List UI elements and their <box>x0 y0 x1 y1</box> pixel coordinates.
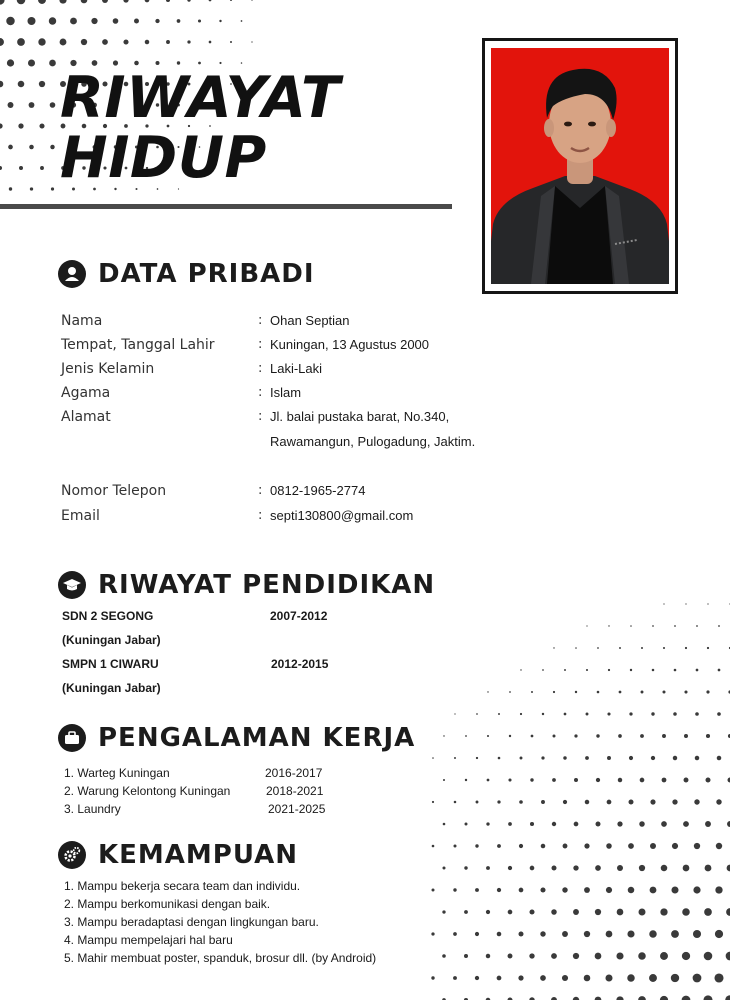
skill-item: 5. Mahir membuat poster, spanduk, brosur dll. (by Android) <box>64 951 377 965</box>
pattern-dot <box>671 886 678 893</box>
briefcase-icon <box>58 724 86 752</box>
pattern-dot <box>662 690 665 693</box>
pattern-dot <box>553 647 554 648</box>
pattern-dot <box>465 735 467 737</box>
pattern-dot <box>508 778 511 781</box>
photo-frame <box>482 38 678 294</box>
pattern-dot <box>553 735 556 738</box>
pattern-dot <box>585 800 590 805</box>
field-value-jenis-kelamin: Laki-Laki <box>270 361 323 376</box>
pattern-dot <box>618 778 622 782</box>
pattern-dot <box>641 647 643 649</box>
pattern-dot <box>597 647 599 649</box>
pattern-dot <box>660 908 667 915</box>
pattern-dot <box>640 734 644 738</box>
pattern-dot <box>453 932 457 936</box>
pattern-dot <box>453 888 456 891</box>
gears-icon <box>58 841 86 869</box>
pattern-dot <box>476 801 479 804</box>
pattern-dot <box>649 974 657 982</box>
pattern-dot <box>685 603 686 604</box>
pattern-dot <box>551 953 557 959</box>
skill-item: 2. Mampu berkomunikasi dengan baik. <box>64 897 271 911</box>
pattern-dot <box>552 866 557 871</box>
skill-item: 3. Mampu beradaptasi dengan lingkungan baru. <box>64 915 319 929</box>
pattern-dot <box>595 953 602 960</box>
education-years: 2012-2015 <box>271 657 329 671</box>
pattern-dot <box>617 865 623 871</box>
field-separator: : <box>258 385 263 400</box>
education-location: (Kuningan Jabar) <box>62 633 161 647</box>
pattern-dot <box>639 821 645 827</box>
field-value-alamat-line1: Jl. balai pustaka barat, No.340, <box>270 409 450 424</box>
pattern-dot <box>684 734 688 738</box>
pattern-dot <box>672 843 678 849</box>
pattern-dot <box>650 843 656 849</box>
pattern-dot <box>541 844 546 849</box>
pattern-dot <box>726 952 730 961</box>
page-title <box>60 65 341 191</box>
pattern-dot <box>497 976 502 981</box>
pattern-dot <box>597 691 600 694</box>
section-title: PENGALAMAN KERJA <box>98 723 416 753</box>
title-underline <box>0 204 452 209</box>
pattern-dot <box>693 974 702 983</box>
pattern-dot <box>640 778 645 783</box>
pattern-dot <box>487 779 490 782</box>
pattern-dot <box>454 801 457 804</box>
pattern-dot <box>607 712 610 715</box>
skill-item: 1. Mampu bekerja secara team dan individu. <box>64 879 301 893</box>
pattern-dot <box>432 889 435 892</box>
pattern-dot <box>508 954 513 959</box>
pattern-dot <box>531 735 534 738</box>
pattern-dot <box>486 866 490 870</box>
pattern-dot <box>464 954 468 958</box>
graduation-cap-icon <box>58 571 86 599</box>
pattern-dot <box>454 757 456 759</box>
pattern-dot <box>605 974 612 981</box>
pattern-dot <box>671 974 679 982</box>
pattern-dot <box>674 625 676 627</box>
pattern-dot <box>706 778 711 783</box>
pattern-dot <box>606 843 612 849</box>
pattern-dot <box>595 909 601 915</box>
pattern-dot <box>639 865 645 871</box>
pattern-dot <box>464 866 467 869</box>
pattern-dot <box>716 799 721 804</box>
pattern-dot <box>607 800 612 805</box>
pattern-dot <box>584 843 589 848</box>
field-separator: : <box>258 361 263 376</box>
pattern-dot <box>508 910 513 915</box>
pattern-dot <box>542 669 544 671</box>
pattern-dot <box>518 975 523 980</box>
pattern-dot <box>650 799 655 804</box>
pattern-dot <box>542 713 544 715</box>
pattern-dot <box>704 908 712 916</box>
pattern-dot <box>650 887 657 894</box>
pattern-dot <box>432 801 434 803</box>
pattern-dot <box>696 625 698 627</box>
pattern-dot <box>530 822 534 826</box>
pattern-dot <box>529 909 534 914</box>
field-label-email: Email <box>61 508 100 524</box>
pattern-dot <box>540 931 545 936</box>
pattern-dot <box>584 931 590 937</box>
education-years: 2007-2012 <box>270 609 328 623</box>
pattern-dot <box>531 691 533 693</box>
pattern-dot <box>442 954 446 958</box>
field-value-email: septi130800@gmail.com <box>270 508 414 523</box>
pattern-dot <box>630 625 632 627</box>
pendidikan-heading <box>58 568 435 602</box>
pattern-dot <box>498 713 500 715</box>
field-separator: : <box>258 483 263 498</box>
pattern-dot <box>575 647 577 649</box>
section-title: KEMAMPUAN <box>98 840 299 870</box>
pattern-dot <box>607 756 611 760</box>
pattern-dot <box>540 887 545 892</box>
pattern-dot <box>562 931 568 937</box>
pattern-dot <box>596 734 599 737</box>
pattern-dot <box>475 844 478 847</box>
kemampuan-heading <box>58 838 298 872</box>
pattern-dot <box>685 647 687 649</box>
pattern-dot <box>564 713 567 716</box>
pattern-dot <box>573 865 578 870</box>
pattern-dot <box>694 843 700 849</box>
pattern-dot <box>519 800 523 804</box>
pattern-dot <box>703 995 712 1000</box>
work-item: 2. Warung Kelontong Kuningan <box>64 784 231 798</box>
pattern-dot <box>706 734 710 738</box>
pattern-dot <box>443 779 445 781</box>
title-line-2: HIDUP <box>60 125 267 191</box>
pattern-dot <box>662 778 667 783</box>
pattern-dot <box>718 669 721 672</box>
pattern-dot <box>694 799 699 804</box>
pattern-dot <box>717 756 722 761</box>
pattern-dot <box>453 844 456 847</box>
pattern-dot <box>706 690 709 693</box>
field-label-ttl: Tempat, Tanggal Lahir <box>61 337 215 353</box>
pattern-dot <box>639 909 646 916</box>
pattern-dot <box>519 844 523 848</box>
pattern-dot <box>693 930 701 938</box>
pattern-dot <box>465 823 468 826</box>
pattern-dot <box>498 757 501 760</box>
pattern-dot <box>716 843 722 849</box>
pattern-dot <box>520 669 521 670</box>
pattern-dot <box>575 691 577 693</box>
pattern-dot <box>497 844 501 848</box>
pattern-dot <box>652 625 654 627</box>
pattern-dot <box>705 865 712 872</box>
pattern-dot <box>684 690 687 693</box>
pattern-dot <box>705 821 711 827</box>
field-separator: : <box>258 409 263 424</box>
pattern-dot <box>586 625 587 626</box>
field-separator: : <box>258 313 263 328</box>
pattern-dot <box>651 756 655 760</box>
pattern-dot <box>618 734 622 738</box>
pattern-dot <box>627 930 634 937</box>
education-school: SMPN 1 CIWARU <box>62 657 159 671</box>
pattern-dot <box>661 865 668 872</box>
pattern-dot <box>638 996 646 1000</box>
field-label-nama: Nama <box>61 313 103 329</box>
pattern-dot <box>673 712 677 716</box>
title-line-1: RIWAYAT <box>60 65 341 131</box>
pattern-dot <box>695 712 699 716</box>
pattern-dot <box>660 996 668 1000</box>
pattern-dot <box>497 932 502 937</box>
pattern-dot <box>465 779 467 781</box>
work-item: 1. Warteg Kuningan <box>64 766 170 780</box>
field-value-agama: Islam <box>270 385 302 400</box>
pattern-dot <box>541 800 545 804</box>
pattern-dot <box>629 712 632 715</box>
pattern-dot <box>715 930 723 938</box>
pattern-dot <box>519 888 524 893</box>
pattern-dot <box>726 908 730 916</box>
pattern-dot <box>432 845 435 848</box>
pattern-dot <box>431 932 434 935</box>
pattern-dot <box>497 800 500 803</box>
pattern-dot <box>628 887 635 894</box>
pattern-dot <box>693 886 700 893</box>
pattern-dot <box>707 647 709 649</box>
portrait-photo <box>491 48 669 284</box>
portrait-illustration <box>491 48 669 284</box>
field-value-telepon: 0812-1965-2774 <box>270 483 366 498</box>
pattern-dot <box>562 887 567 892</box>
pattern-dot <box>530 778 533 781</box>
pattern-dot <box>629 756 633 760</box>
pattern-dot <box>704 952 713 961</box>
pattern-dot <box>518 931 523 936</box>
pattern-dot <box>596 822 601 827</box>
pattern-dot <box>638 952 646 960</box>
pattern-dot <box>628 843 634 849</box>
pattern-dot <box>573 953 579 959</box>
work-years: 2018-2021 <box>266 784 324 798</box>
pattern-dot <box>552 822 556 826</box>
pattern-dot <box>649 930 656 937</box>
pattern-dot <box>715 886 722 893</box>
work-years: 2021-2025 <box>268 802 326 816</box>
pattern-dot <box>530 866 535 871</box>
pattern-dot <box>529 953 534 958</box>
pattern-dot <box>619 647 621 649</box>
pattern-dot <box>464 910 468 914</box>
field-label-agama: Agama <box>61 385 111 401</box>
pattern-dot <box>563 800 567 804</box>
pattern-dot <box>573 909 579 915</box>
pattern-dot <box>682 908 690 916</box>
pattern-dot <box>596 778 600 782</box>
pattern-dot <box>540 975 546 981</box>
pattern-dot <box>520 757 523 760</box>
field-value-alamat-line2: Rawamangun, Pulogadung, Jaktim. <box>270 434 476 449</box>
pattern-dot <box>497 888 501 892</box>
pattern-dot <box>475 888 479 892</box>
pattern-dot <box>476 757 478 759</box>
pattern-dot <box>442 866 445 869</box>
pattern-dot <box>672 799 677 804</box>
work-item: 3. Laundry <box>64 802 121 816</box>
pattern-dot <box>509 735 511 737</box>
pattern-dot <box>661 821 667 827</box>
pattern-dot <box>651 712 654 715</box>
pattern-dot <box>442 910 445 913</box>
pattern-dot <box>673 756 677 760</box>
pattern-dot <box>432 757 434 759</box>
pattern-dot <box>487 691 488 692</box>
pattern-dot <box>718 625 720 627</box>
pattern-dot <box>630 669 632 671</box>
user-circle-icon <box>58 260 86 288</box>
pattern-dot <box>674 669 677 672</box>
pattern-dot <box>454 713 455 714</box>
pattern-dot <box>662 734 666 738</box>
education-location: (Kuningan Jabar) <box>62 681 161 695</box>
pattern-dot <box>619 691 622 694</box>
pattern-dot <box>707 603 708 604</box>
field-label-jenis-kelamin: Jenis Kelamin <box>61 361 155 377</box>
pattern-dot <box>682 996 691 1000</box>
pattern-dot <box>453 976 457 980</box>
pattern-dot <box>486 954 490 958</box>
pattern-dot <box>683 865 690 872</box>
pattern-dot <box>508 866 512 870</box>
pattern-dot <box>431 976 434 979</box>
pattern-dot <box>584 975 591 982</box>
field-label-alamat: Alamat <box>61 409 111 425</box>
data-pribadi-heading <box>58 257 315 291</box>
pattern-dot <box>586 669 588 671</box>
pattern-dot <box>616 952 623 959</box>
pattern-dot <box>714 973 723 982</box>
pattern-dot <box>629 800 634 805</box>
pattern-dot <box>616 996 623 1000</box>
pengalaman-heading <box>58 721 415 755</box>
pattern-dot <box>663 647 665 649</box>
pattern-dot <box>652 669 655 672</box>
pattern-dot <box>717 712 721 716</box>
pattern-dot <box>508 822 512 826</box>
pattern-dot <box>595 865 601 871</box>
section-title: DATA PRIBADI <box>98 259 315 289</box>
pattern-dot <box>695 756 700 761</box>
pattern-dot <box>486 822 489 825</box>
pattern-dot <box>552 778 556 782</box>
pattern-dot <box>563 756 566 759</box>
pattern-dot <box>551 909 557 915</box>
pattern-dot <box>617 821 622 826</box>
skill-item: 4. Mampu mempelajari hal baru <box>64 933 233 947</box>
field-separator: : <box>258 508 263 523</box>
pattern-dot <box>608 669 610 671</box>
pattern-dot <box>584 887 590 893</box>
pattern-dot <box>443 823 446 826</box>
pattern-dot <box>541 756 544 759</box>
pattern-dot <box>509 691 511 693</box>
pattern-dot <box>563 844 568 849</box>
pattern-dot <box>574 822 579 827</box>
pattern-dot <box>586 713 589 716</box>
pattern-dot <box>585 756 589 760</box>
pattern-dot <box>725 995 730 1000</box>
field-value-ttl: Kuningan, 13 Agustus 2000 <box>270 337 430 352</box>
pattern-dot <box>696 669 699 672</box>
section-title: RIWAYAT PENDIDIKAN <box>98 570 436 600</box>
pattern-dot <box>475 932 479 936</box>
pattern-dot <box>641 691 644 694</box>
field-label-telepon: Nomor Telepon <box>61 483 167 499</box>
pattern-dot <box>627 974 634 981</box>
pattern-dot <box>520 713 522 715</box>
field-separator: : <box>258 337 263 352</box>
pattern-dot <box>553 691 555 693</box>
pattern-dot <box>595 997 602 1000</box>
pattern-dot <box>574 734 577 737</box>
field-value-nama: Ohan Septian <box>270 313 350 328</box>
education-school: SDN 2 SEGONG <box>62 609 154 623</box>
pattern-dot <box>476 713 478 715</box>
pattern-dot <box>564 669 566 671</box>
pattern-dot <box>562 975 568 981</box>
pattern-dot <box>486 910 490 914</box>
pattern-dot <box>684 778 689 783</box>
pattern-dot <box>608 625 609 626</box>
pattern-dot <box>443 735 444 736</box>
pattern-dot <box>606 887 612 893</box>
pattern-dot <box>682 952 690 960</box>
pattern-dot <box>727 865 730 872</box>
pattern-dot <box>617 909 624 916</box>
pattern-dot <box>663 603 664 604</box>
pattern-dot <box>487 735 489 737</box>
pattern-dot <box>574 778 578 782</box>
pattern-dot <box>475 976 479 980</box>
pattern-dot <box>660 952 668 960</box>
pattern-dot <box>671 930 679 938</box>
work-years: 2016-2017 <box>265 766 323 780</box>
pattern-dot <box>606 931 613 938</box>
pattern-dot <box>683 821 689 827</box>
